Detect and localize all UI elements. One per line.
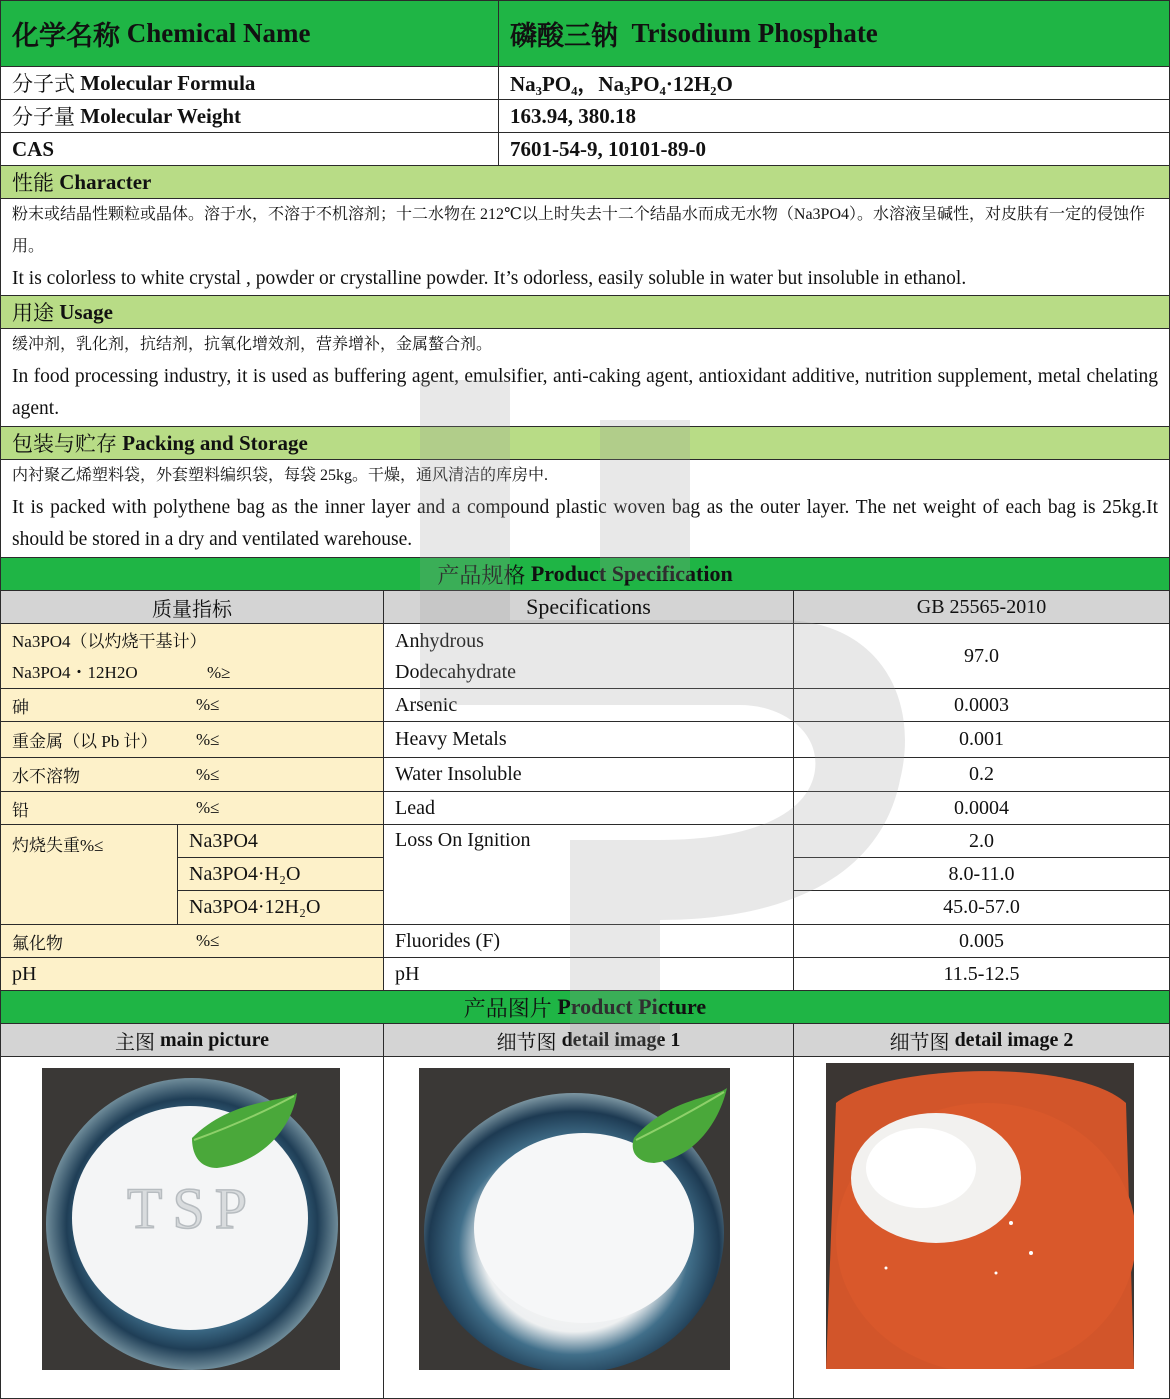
spec-r4-value: 0.2 <box>969 763 994 785</box>
spec-row-heavy-label <box>0 721 384 758</box>
spec-r6-value-2 <box>793 857 1170 891</box>
spec-r1-spec-2: Dodecahydrate <box>395 661 517 683</box>
packing-title-en: Packing and Storage <box>122 430 308 455</box>
weight-value <box>498 99 1170 133</box>
character-header <box>0 165 1170 199</box>
weight-value-text: 163.94, 380.18 <box>510 103 636 128</box>
spec-col-standard <box>793 590 1170 624</box>
spec-title-en: Product Specification <box>530 561 733 586</box>
spec-r3-spec: Heavy Metals <box>395 728 507 750</box>
spec-row-arsenic-value <box>793 688 1170 722</box>
cas-value <box>498 132 1170 166</box>
spec-row-fluoride-label <box>0 924 384 958</box>
spec-r6-sub-2 <box>177 857 384 891</box>
weight-label-en: Molecular Weight <box>80 103 242 128</box>
character-text-en: It is colorless to white crystal , powder or crystalline powder. It’s odorless, easily soluble in water but insoluble in ethanol. <box>12 268 967 289</box>
picture-title-cn: 产品图片 <box>463 995 552 1021</box>
spec-row-arsenic-spec <box>383 688 794 722</box>
spec-r6-sub-3 <box>177 890 384 925</box>
picture-col-main-cn: 主图 <box>114 1031 155 1054</box>
spec-row-ignition-spec <box>383 824 794 925</box>
formula-value-text: Na₃PO₄，Na₃PO₄·12H₂O <box>510 72 733 96</box>
spec-r7-pct: %≤ <box>196 931 220 950</box>
cas-label <box>0 132 499 166</box>
spec-row-lead-spec <box>383 791 794 825</box>
spec-row-insoluble-value <box>793 757 1170 792</box>
detail-photo-1 <box>419 1068 730 1370</box>
usage-text-cn: 缓冲剂，乳化剂，抗结剂，抗氧化增效剂，营养增补，金属螯合剂。 <box>12 336 493 353</box>
spec-r6-sub-1-text: Na3PO4 <box>189 829 258 852</box>
spec-r8-spec: pH <box>395 962 420 985</box>
spec-row-ignition-label <box>0 824 178 925</box>
chemical-name-label-cn: 化学名称 <box>12 21 120 51</box>
picture-col-detail-1-cn: 细节图 <box>496 1031 557 1054</box>
spec-r4-label: 水不溶物 <box>12 767 80 786</box>
spec-r1-label-2: Na3PO4・12H2O <box>12 663 138 682</box>
formula-label-en: Molecular Formula <box>80 70 256 95</box>
chemical-name-value-en: Trisodium Phosphate <box>631 18 878 48</box>
spec-row-fluoride-spec <box>383 924 794 958</box>
character-text-cn: 粉末或结晶性颗粒或晶体。溶于水，不溶于不机溶剂；十二水物在 212℃以上时失去十二个结晶水而成无水物（Na3PO4）。水溶液呈碱性，对皮肤有一定的侵蚀作用。 <box>12 206 1146 255</box>
spec-r6-value-3 <box>793 890 1170 925</box>
spec-row-arsenic-label <box>0 688 384 722</box>
chemical-name-label <box>0 0 499 67</box>
usage-header <box>0 295 1170 329</box>
picture-col-main-en: main picture <box>159 1028 270 1051</box>
picture-header <box>0 990 1170 1024</box>
chemical-name-label-en: Chemical Name <box>126 18 311 48</box>
spec-r5-spec: Lead <box>395 796 435 819</box>
spec-r2-spec: Arsenic <box>395 693 458 716</box>
spec-r3-label: 重金属（以 Pb 计） <box>12 732 158 751</box>
spec-row-fluoride-value <box>793 924 1170 958</box>
spec-row-lead-value <box>793 791 1170 825</box>
spec-r3-value: 0.001 <box>959 728 1004 750</box>
spec-r1-spec-1: Anhydrous <box>395 630 484 652</box>
spec-r1-label-1: Na3PO4（以灼烧干基计） <box>12 632 207 651</box>
main-product-photo <box>42 1068 340 1370</box>
usage-body <box>0 329 1170 427</box>
spec-row-heavy-spec <box>383 721 794 758</box>
picture-title-en: Product Picture <box>557 994 707 1019</box>
character-title-en: Character <box>59 169 152 194</box>
spec-col-spec-text: Specifications <box>526 594 651 619</box>
spec-row-content-spec <box>383 623 794 689</box>
picture-col-detail-2 <box>793 1023 1170 1057</box>
packing-text-cn: 内衬聚乙烯塑料袋，外套塑料编织袋，每袋 25kg。干燥，通风清洁的库房中. <box>12 467 549 484</box>
packing-text-en: It is packed with polythene bag as the inner layer and a compound plastic woven bag as the outer layer. The net weight of each bag is 25kg.It should be stored in a dry and ventilated warehouse. <box>12 497 1158 550</box>
spec-col-standard-text: GB 25565-2010 <box>916 595 1047 618</box>
spec-col-quality-text: 质量指标 <box>152 598 232 621</box>
spec-row-content-label <box>0 623 384 689</box>
spec-r7-spec: Fluorides (F) <box>395 929 500 952</box>
spec-r5-pct: %≤ <box>196 798 220 817</box>
formula-value <box>498 66 1170 100</box>
spec-r6-sub-1 <box>177 824 384 858</box>
spec-header <box>0 557 1170 591</box>
weight-label-cn: 分子量 <box>12 105 75 129</box>
spec-r5-label: 铅 <box>12 800 29 820</box>
spec-r8-label: pH <box>12 962 37 985</box>
chemical-name-value-cn: 磷酸三钠 <box>510 21 618 51</box>
usage-title-cn: 用途 <box>12 301 54 325</box>
formula-label <box>0 66 499 100</box>
spec-r3-pct: %≤ <box>196 729 220 749</box>
spec-row-insoluble-spec <box>383 757 794 792</box>
picture-col-main <box>0 1023 384 1057</box>
spec-r6-spec: Loss On Ignition <box>395 829 531 851</box>
tsp-text: TSP <box>127 1176 257 1241</box>
spec-r4-pct: %≤ <box>196 764 220 784</box>
spec-title-cn: 产品规格 <box>437 562 526 588</box>
spec-r2-pct: %≤ <box>196 695 220 714</box>
spec-row-ph-label <box>0 957 384 991</box>
spec-r1-value: 97.0 <box>964 644 999 667</box>
character-body <box>0 199 1170 296</box>
usage-text-en: In food processing industry, it is used as buffering agent, emulsifier, anti-caking agent, antioxidant additive, nutrition supplement, metal chelating agent. <box>12 366 1158 419</box>
spec-r7-label: 氟化物 <box>12 933 63 953</box>
usage-title-en: Usage <box>59 299 113 324</box>
spec-r6-value-2-text: 8.0-11.0 <box>948 862 1015 885</box>
picture-col-detail-1 <box>383 1023 794 1057</box>
spec-r6-sub-3-text: Na3PO4·12H₂O <box>189 896 321 918</box>
spec-r5-value: 0.0004 <box>954 796 1009 819</box>
packing-header <box>0 426 1170 460</box>
spec-row-content-value <box>793 623 1170 689</box>
spec-r2-value: 0.0003 <box>954 693 1009 716</box>
weight-label <box>0 99 499 133</box>
spec-row-ph-value <box>793 957 1170 991</box>
spec-col-quality <box>0 590 384 624</box>
spec-row-lead-label <box>0 791 384 825</box>
spec-r8-value: 11.5-12.5 <box>943 962 1020 985</box>
spec-row-ph-spec <box>383 957 794 991</box>
detail-photo-2 <box>826 1063 1134 1369</box>
chemical-name-value <box>498 0 1170 67</box>
spec-r6-label: 灼烧失重%≤ <box>12 836 104 855</box>
picture-col-detail-1-en: detail image 1 <box>561 1028 681 1051</box>
spec-row-insoluble-label <box>0 757 384 792</box>
picture-col-detail-2-en: detail image 2 <box>954 1028 1074 1051</box>
spec-r6-value-3-text: 45.0-57.0 <box>943 896 1020 918</box>
spec-row-heavy-value <box>793 721 1170 758</box>
spec-r7-value: 0.005 <box>959 929 1004 952</box>
cas-label-text: CAS <box>12 136 55 161</box>
packing-body <box>0 460 1170 558</box>
cas-value-text: 7601-54-9, 10101-89-0 <box>510 136 706 161</box>
spec-r2-label: 砷 <box>12 697 29 717</box>
spec-r6-sub-2-text: Na3PO4·H₂O <box>189 862 301 885</box>
packing-title-cn: 包装与贮存 <box>12 432 117 456</box>
character-title-cn: 性能 <box>12 171 54 195</box>
spec-r6-value-1 <box>793 824 1170 858</box>
spec-r1-pct: %≥ <box>207 663 231 682</box>
picture-col-detail-2-cn: 细节图 <box>889 1031 950 1054</box>
spec-r6-value-1-text: 2.0 <box>969 829 994 852</box>
formula-label-cn: 分子式 <box>12 72 75 96</box>
spec-r4-spec: Water Insoluble <box>395 763 522 785</box>
spec-col-spec <box>383 590 794 624</box>
